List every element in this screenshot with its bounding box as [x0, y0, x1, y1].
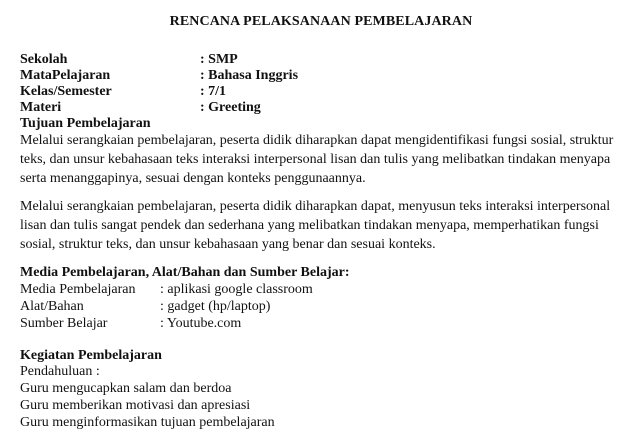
media-value-source: : Youtube.com	[160, 316, 242, 331]
identity-value-class: : 7/1	[200, 84, 227, 99]
media-value-tools: : gadget (hp/laptop)	[160, 299, 271, 314]
objectives-p1-line: teks, dan unsur kebahasaan teks interaksi interpersonal lisan dan tulis yang melibatkan tindakan menyapa	[20, 152, 611, 167]
objectives-p1-line: Melalui serangkaian pembelajaran, peserta didik diharapkan dapat mengidentifikasi fungsi sosial, struktur	[20, 133, 614, 148]
media-label-media: Media Pembelajaran	[20, 282, 136, 297]
activities-intro-label: Pendahuluan :	[20, 364, 100, 379]
identity-value-subject: : Bahasa Inggris	[200, 68, 299, 83]
identity-label-school: Sekolah	[20, 52, 68, 67]
media-label-source: Sumber Belajar	[20, 316, 108, 331]
objectives-heading: Tujuan Pembelajaran	[20, 116, 151, 131]
activities-heading: Kegiatan Pembelajaran	[20, 348, 162, 363]
identity-label-class: Kelas/Semester	[20, 84, 112, 99]
objectives-paragraph-1	[20, 131, 632, 188]
objectives-p2-line: sosial, struktur teks, dan unsur kebahasaan yang benar dan sesuai konteks.	[20, 237, 436, 252]
objectives-p2-line: lisan dan tulis sangat pendek dan sederhana yang melibatkan tindakan menyapa, memperhatikan fungsi	[20, 218, 599, 233]
identity-label-subject: MataPelajaran	[20, 68, 111, 83]
media-value-media: : aplikasi google classroom	[160, 282, 313, 297]
media-label-tools: Alat/Bahan	[20, 299, 84, 314]
activities-line: Guru mengucapkan salam dan berdoa	[20, 381, 232, 396]
activities-line: Guru memberikan motivasi dan apresiasi	[20, 398, 251, 413]
objectives-p1-line: serta menanggapinya, sesuai dengan konteks penggunaannya.	[20, 171, 366, 186]
identity-value-topic: : Greeting	[200, 100, 261, 115]
objectives-p2-line: Melalui serangkaian pembelajaran, peserta didik diharapkan dapat, menyusun teks interaksi interpersonal	[20, 199, 611, 214]
identity-value-school: : SMP	[200, 52, 238, 67]
media-heading: Media Pembelajaran, Alat/Bahan dan Sumber Belajar:	[20, 265, 350, 280]
activities-line: Guru menginformasikan tujuan pembelajaran	[20, 415, 275, 430]
objectives-paragraph-2	[20, 197, 632, 254]
document-title: RENCANA PELAKSANAAN PEMBELAJARAN	[169, 14, 473, 29]
identity-label-topic: Materi	[20, 100, 62, 115]
